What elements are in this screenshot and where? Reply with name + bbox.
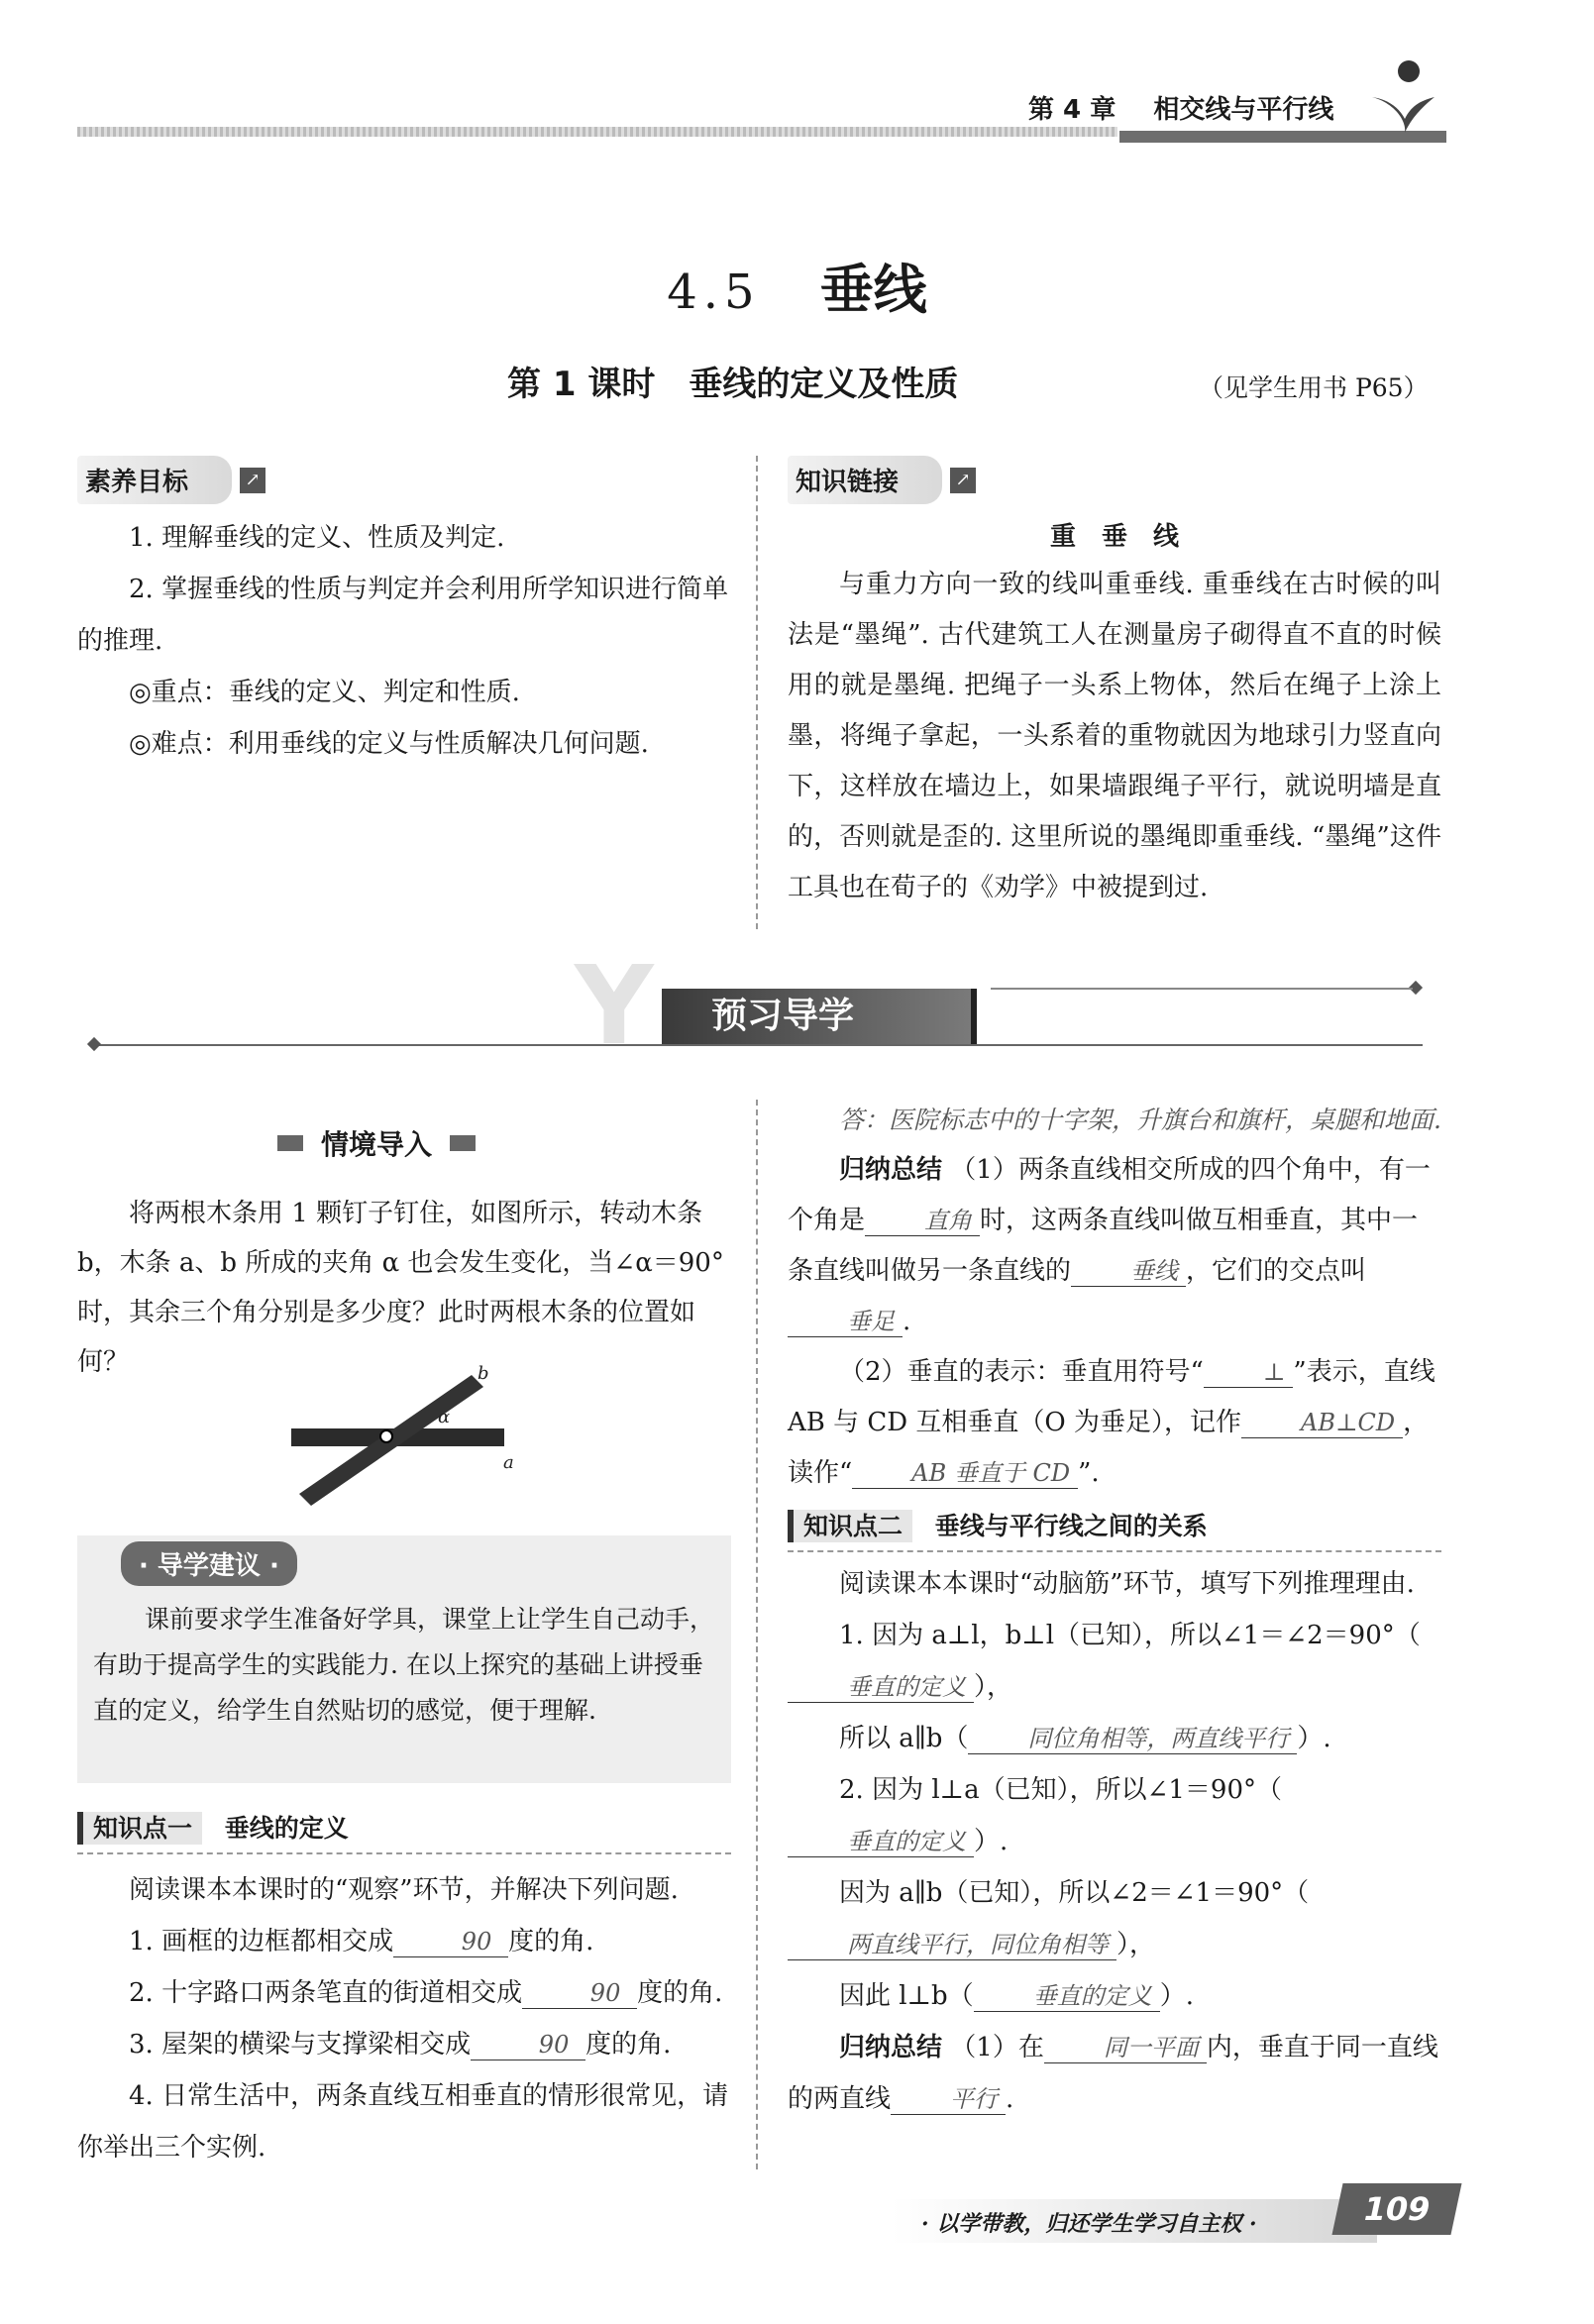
kp1-intro: 阅读课本本课时的“观察”环节，并解决下列问题. — [129, 1875, 679, 1905]
s2-answer-3: AB 垂直于 CD — [852, 1458, 1078, 1489]
guide-text: 课前要求学生准备好学具，课堂上让学生自己动手，有助于提高学生的实践能力. 在以上探究的基础上讲授垂直的定义，给学生自然贴切的感觉，便于理解. — [93, 1605, 715, 1725]
banner-box — [662, 989, 977, 1044]
kp2-r5 — [788, 1970, 1441, 2022]
r2-answer: 同位角相等，两直线平行 — [968, 1724, 1297, 1754]
wooden-sticks-figure — [287, 1357, 525, 1506]
q1-suffix: 度的角. — [508, 1927, 594, 1956]
summary1-p1 — [788, 1145, 1441, 1347]
s2-text-c: ，读作“ — [788, 1408, 1430, 1488]
s2-text-d: ”. — [1078, 1458, 1100, 1488]
section-number: 4.5 — [667, 264, 761, 320]
r1-suffix: ）， — [974, 1672, 1013, 1702]
kp1-title: 垂线的定义 — [224, 1814, 349, 1843]
r2-text: 所以 a∥b（ — [839, 1724, 969, 1753]
r5-text: 因此 l⊥b（ — [839, 1981, 974, 2011]
s1-text-b: 时，这两条直线叫做互相垂直，其中一条直线叫做另一条直线的 — [788, 1206, 1419, 1286]
r4-text: 因为 a∥b（已知），所以∠2＝∠1＝90°（ — [839, 1878, 1310, 1908]
banner-rule — [95, 1044, 1423, 1046]
intro-text: 将两根木条用 1 颗钉子钉住，如图所示，转动木条 b，木条 a、b 所成的夹角 α 也会发生变化，当∠α＝90°时，其余三个角分别是多少度？此时两根木条的位置如何？ — [77, 1199, 724, 1377]
link-subtitle: 重 垂 线 — [1049, 522, 1179, 552]
guide-heading: · 导学建议 · — [121, 1541, 297, 1586]
lesson-ref: （见学生用书 P65） — [1199, 373, 1429, 402]
label-alpha: α — [438, 1407, 451, 1427]
r1-answer: 垂直的定义 — [788, 1672, 974, 1703]
sum2-text-1: （1）在 — [950, 2033, 1044, 2062]
chapter-title: 相交线与平行线 — [1153, 95, 1334, 125]
s2-text-a: （2）垂直的表示：垂直用符号“ — [839, 1357, 1204, 1387]
kp1-body — [77, 1864, 731, 2173]
r3-text: 2. 因为 l⊥a（已知），所以∠1＝90°（ — [839, 1775, 1283, 1805]
column-divider-lower — [756, 1100, 758, 2169]
banner-rule-top — [991, 988, 1413, 990]
chapter-number: 第 4 章 — [1028, 95, 1116, 125]
s2-answer-2: AB⊥CD — [1241, 1408, 1403, 1438]
r5-answer: 垂直的定义 — [974, 1981, 1160, 2012]
r4-answer: 两直线平行，同位角相等 — [788, 1930, 1116, 1960]
answer-text: 答：医院标志中的十字架，升旗台和旗杆，桌腿和地面. — [839, 1106, 1441, 1134]
kp2-r1 — [788, 1610, 1441, 1713]
s1-answer-1: 直角 — [865, 1206, 980, 1236]
summary2-p1 — [788, 2022, 1441, 2125]
r2-suffix: ）. — [1297, 1724, 1331, 1753]
right-lower — [788, 1096, 1441, 2125]
label-b: b — [478, 1363, 489, 1384]
r3-answer: 垂直的定义 — [788, 1827, 974, 1857]
r4-suffix: ）， — [1116, 1930, 1156, 1959]
s2-text-b: ”表示，直线 AB 与 CD 互相垂直（O 为垂足），记作 — [788, 1357, 1435, 1437]
square-icon — [450, 1135, 476, 1151]
link-text: 与重力方向一致的线叫重垂线. 重垂线在古时候的叫法是“墨绳”. 古代建筑工人在测量房子砌得直不直的时候用的就是墨绳. 把绳子一头系上物体，然后在绳子上涂上墨，将绳子拿起，一头系着的重物就因为地球引力竖直向下，这样放在墙边上，如果墙跟绳子平行，就说明墙是直的，否则就是歪的. 这里所说的墨绳即重垂线. “墨绳”这件工具也在荀子的《劝学》中被提到过. — [788, 570, 1441, 902]
s1-answer-3: 垂足 — [788, 1307, 903, 1337]
r5-suffix: ）. — [1159, 1981, 1194, 2011]
kp1-q4: 4. 日常生活中，两条直线互相垂直的情形很常见，请你举出三个实例. — [77, 2081, 729, 2163]
chapter-label — [1028, 89, 1333, 126]
intro-heading: 情境导入 — [321, 1128, 433, 1161]
goal-item: 2. 掌握垂线的性质与判定并会利用所学知识进行简单的推理. — [77, 575, 729, 656]
section-name: 垂线 — [819, 259, 927, 321]
sum2-text-3: . — [1006, 2084, 1014, 2114]
r1-text: 1. 因为 a⊥l，b⊥l（已知），所以∠1＝∠2＝90°（ — [839, 1621, 1421, 1650]
summary1-p2 — [788, 1347, 1441, 1499]
q2-text: 2. 十字路口两条笔直的街道相交成 — [129, 1978, 523, 2008]
kp2-title: 垂线与平行线之间的关系 — [934, 1512, 1208, 1540]
q3-suffix: 度的角. — [585, 2030, 672, 2060]
label-a: a — [503, 1452, 514, 1473]
kp2-intro: 阅读课本本课时“动脑筋”环节，填写下列推理理由. — [839, 1569, 1415, 1599]
s2-answer-1: ⊥ — [1204, 1357, 1294, 1388]
link-heading: 知识链接 — [788, 456, 942, 504]
s1-text-d: . — [903, 1307, 911, 1336]
summary1-label: 归纳总结 — [839, 1155, 943, 1185]
footer-slogan: · 以学带教，归还学生学习自主权 · — [921, 2211, 1257, 2237]
r3-suffix: ）. — [974, 1827, 1009, 1856]
guide-box — [77, 1535, 731, 1783]
goals-panel — [77, 456, 731, 770]
section-title — [0, 248, 1594, 324]
arrow-icon: ↗ — [950, 468, 976, 493]
kp2-r4 — [788, 1867, 1441, 1970]
s1-answer-2: 垂线 — [1071, 1256, 1186, 1287]
q3-text: 3. 屋架的横梁与支撑梁相交成 — [129, 2030, 472, 2060]
lesson-title: 第 1 课时 垂线的定义及性质 — [507, 365, 959, 404]
square-icon — [277, 1135, 303, 1151]
kp1-header — [77, 1809, 731, 1854]
kp1-q3 — [77, 2019, 731, 2070]
column-divider — [756, 456, 758, 929]
sum2-answer-1: 同一平面 — [1044, 2033, 1207, 2063]
intro-heading-row — [277, 1123, 476, 1163]
s1-text-a: （1）两条直线相交所成的四个角中，有一个角是 — [788, 1155, 1431, 1235]
kp1-q2 — [77, 1967, 731, 2019]
kp2-r2 — [788, 1713, 1441, 1764]
s1-text-c: ，它们的交点叫 — [1186, 1256, 1367, 1286]
q3-answer: 90 — [471, 2030, 585, 2060]
goal-item: 1. 理解垂线的定义、性质及判定. — [129, 523, 505, 553]
sum2-answer-2: 平行 — [891, 2084, 1006, 2115]
goals-heading: 素养目标 — [77, 456, 232, 504]
summary2-label: 归纳总结 — [839, 2033, 943, 2062]
q2-answer: 90 — [522, 1978, 637, 2009]
logo-icon — [1367, 57, 1436, 137]
banner-title: 预习导学 — [711, 996, 855, 1036]
q1-text: 1. 画框的边框都相交成 — [129, 1927, 394, 1956]
goal-difficulty: ◎难点：利用垂线的定义与性质解决几何问题. — [129, 729, 649, 759]
kp1-tag: 知识点一 — [77, 1812, 202, 1845]
banner-dot-left — [87, 1037, 101, 1051]
link-panel — [788, 456, 1441, 913]
kp1-q1 — [77, 1916, 731, 1967]
sum2-text-2: 内，垂直于同一直线的两直线 — [788, 2033, 1438, 2114]
kp2-r3 — [788, 1764, 1441, 1867]
arrow-icon: ↗ — [240, 468, 266, 493]
q2-suffix: 度的角. — [637, 1978, 723, 2008]
goal-key: ◎重点：垂线的定义、判定和性质. — [129, 678, 520, 707]
q1-answer: 90 — [393, 1927, 508, 1957]
header-rule — [77, 127, 1117, 137]
kp2-header — [788, 1507, 1441, 1552]
banner-y-icon: Y — [575, 942, 654, 1069]
page-number: 109 — [1331, 2183, 1461, 2235]
kp2-tag: 知识点二 — [788, 1510, 912, 1542]
